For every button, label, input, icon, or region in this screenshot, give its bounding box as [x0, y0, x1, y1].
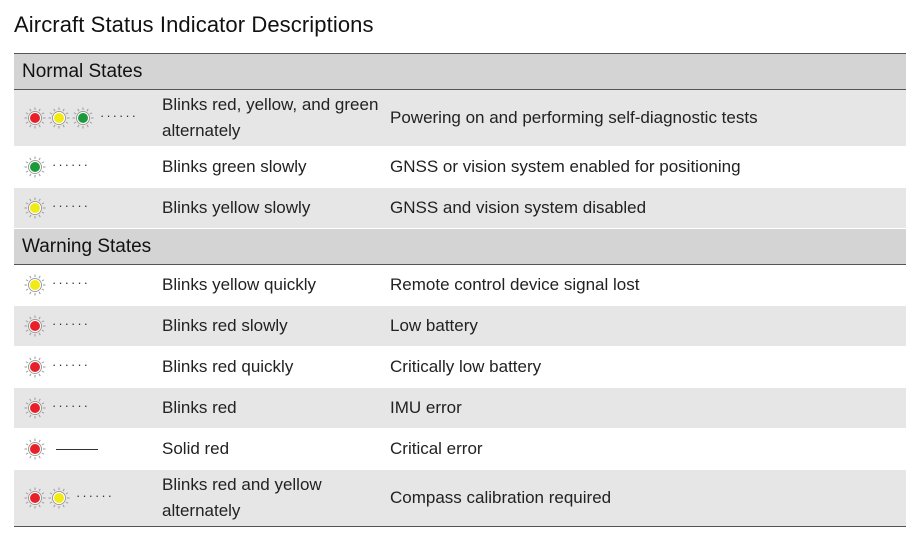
description-cell: Blinks red and yellow alternately: [162, 475, 322, 520]
blink-dots: ······: [52, 398, 90, 413]
description-cell: Solid red: [162, 439, 230, 458]
meaning-cell: Critical error: [390, 439, 483, 458]
indicator-cell: [14, 487, 162, 509]
indicator-cell: [14, 274, 162, 296]
description-cell: Blinks yellow quickly: [162, 275, 316, 294]
meaning-cell: Critically low battery: [390, 357, 542, 376]
blink-dots: ······: [52, 275, 90, 290]
red-led-icon: [24, 397, 46, 419]
indicator-cell: [14, 315, 162, 337]
meaning-cell: GNSS and vision system disabled: [390, 198, 647, 217]
indicator-cell: [14, 397, 162, 419]
blink-dots: ······: [52, 198, 90, 213]
indicator-cell: [14, 356, 162, 378]
red-led-icon: [24, 438, 46, 460]
indicator-cell: [14, 197, 162, 219]
table-row: [14, 147, 906, 188]
red-led-icon: [24, 487, 46, 509]
solid-line: [56, 449, 98, 450]
yellow-led-icon: [48, 487, 70, 509]
meaning-cell: Remote control device signal lost: [390, 275, 640, 294]
green-led-icon: [24, 156, 46, 178]
table-row: [14, 470, 906, 527]
table-row: [14, 265, 906, 306]
indicator-cell: [14, 107, 162, 129]
blink-dots: ······: [100, 108, 138, 123]
red-led-icon: [24, 356, 46, 378]
table-row: [14, 306, 906, 347]
description-cell: Blinks red quickly: [162, 357, 294, 376]
table-row: [14, 388, 906, 429]
section-header-normal-states: Normal States: [14, 54, 906, 90]
green-led-icon: [72, 107, 94, 129]
indicator-cell: [14, 438, 162, 460]
meaning-cell: GNSS or vision system enabled for positioning: [390, 157, 741, 176]
blink-dots: ······: [52, 316, 90, 331]
meaning-cell: IMU error: [390, 398, 462, 417]
yellow-led-icon: [24, 197, 46, 219]
table-row: [14, 188, 906, 229]
meaning-cell: Powering on and performing self-diagnostic tests: [390, 108, 758, 127]
description-cell: Blinks red slowly: [162, 316, 288, 335]
table-row: [14, 90, 906, 147]
section-header-warning-states: Warning States: [14, 229, 906, 265]
description-cell: Blinks yellow slowly: [162, 198, 311, 217]
yellow-led-icon: [48, 107, 70, 129]
meaning-cell: Low battery: [390, 316, 478, 335]
description-cell: Blinks red, yellow, and green alternately: [162, 95, 379, 140]
table-row: [14, 347, 906, 388]
blink-dots: ······: [52, 157, 90, 172]
red-led-icon: [24, 315, 46, 337]
status-indicator-table: [14, 53, 906, 527]
table-row: [14, 429, 906, 470]
indicator-cell: [14, 156, 162, 178]
blink-dots: ······: [52, 357, 90, 372]
blink-dots: ······: [76, 488, 114, 503]
page-title: Aircraft Status Indicator Descriptions: [14, 12, 374, 37]
red-led-icon: [24, 107, 46, 129]
yellow-led-icon: [24, 274, 46, 296]
meaning-cell: Compass calibration required: [390, 488, 612, 507]
description-cell: Blinks red: [162, 398, 237, 417]
description-cell: Blinks green slowly: [162, 157, 307, 176]
